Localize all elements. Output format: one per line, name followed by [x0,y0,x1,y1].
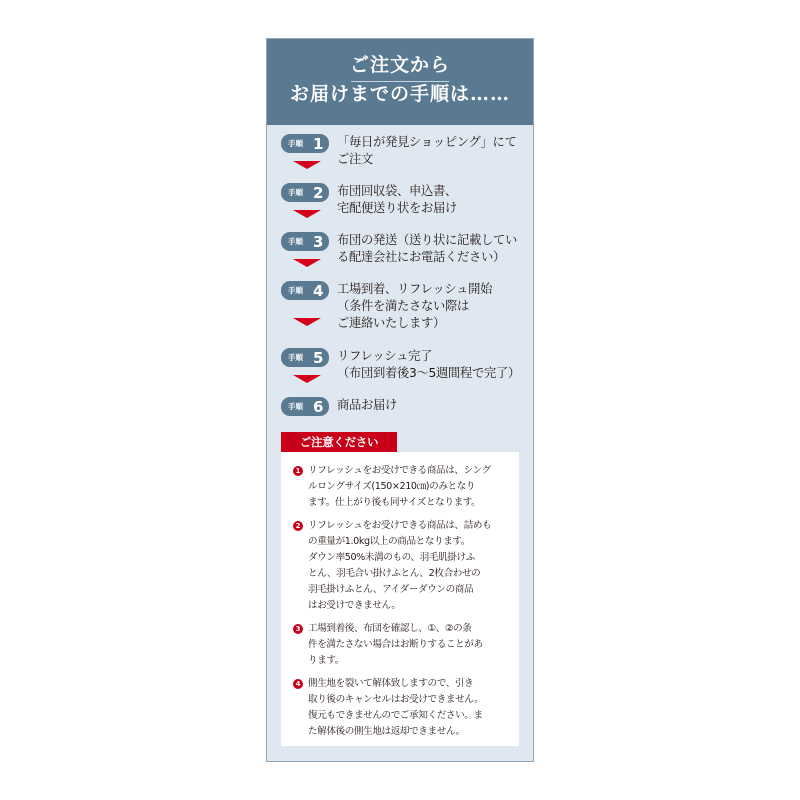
step-description-line: 布団回収袋、申込書、 [337,184,457,198]
step-description-line: 「毎日が発見ショッピング」にて [337,135,517,149]
notice-line: 工場到着後、布団を確認し、①、②の条 [308,623,472,634]
panel-header [267,39,533,125]
notice-line: 羽毛掛けふとん、アイダーダウンの商品 [308,584,474,595]
notice-item-2 [293,518,513,614]
notice-line: とん、羽毛合い掛けふとん、2枚合わせの [308,568,481,579]
down-arrow-icon [293,318,321,326]
step-badge [281,134,329,153]
number-circle-icon: 4 [293,679,303,689]
step-badge-number: 5 [313,348,324,367]
step-description-line: リフレッシュ完了 [337,349,433,363]
notice-line: 件を満たさない場合はお断りすることがあ [308,639,483,650]
notice-item-1 [293,463,513,511]
step-badge-number: 2 [313,183,324,202]
order-procedure-panel [266,38,534,762]
step-description-line: ご注文 [337,152,373,166]
notice-item-4 [293,676,513,740]
step-badge [281,281,329,300]
notice-line: ルロングサイズ(150×210㎝)のみとなり [308,481,476,492]
step-badge-number: 6 [313,397,324,416]
step-description [337,134,533,168]
step-description [337,397,533,414]
notice-line: リフレッシュをお受けできる商品は、詰めも [308,520,492,531]
step-description [337,281,533,332]
number-circle-icon: 1 [293,466,303,476]
notice-line: た解体後の側生地は返却できません。 [308,726,465,737]
step-description [337,232,533,266]
step-description-line: 布団の発送（送り状に記載してい [337,233,517,247]
notice-box [281,452,519,746]
header-title-line-2: お届けまでの手順は…… [289,83,510,105]
notice-line: リフレッシュをお受けできる商品は、シング [308,465,491,476]
header-title-line-1: ご注文から [349,54,450,76]
step-badge-label: 手順 [288,139,303,148]
step-badge-label: 手順 [288,402,303,411]
step-description-line: ご連絡いたします） [337,316,445,330]
step-description [337,348,533,382]
notice-line: ダウン率50%未満のもの、羽毛肌掛けふ [308,552,475,563]
step-badge-label: 手順 [288,353,303,362]
header-divider [351,81,449,82]
step-badge-number: 1 [313,134,324,153]
step-badge-label: 手順 [288,237,303,246]
step-badge-number: 3 [313,232,324,251]
notice-line: 復元もできませんのでご承知ください。ま [308,710,483,721]
step-description-line: 宅配便送り状をお届け [337,201,457,215]
down-arrow-icon [293,259,321,267]
notice-line: ます。仕上がり後も同サイズとなります。 [308,497,481,508]
notice-line: はお受けできません。 [308,600,401,611]
number-circle-icon: 3 [293,624,303,634]
notice-line: ります。 [308,655,345,666]
step-description-line: （条件を満たさない際は [337,299,469,313]
step-badge-label: 手順 [288,188,303,197]
step-badge-number: 4 [313,281,324,300]
notice-line: 側生地を裂いて解体致しますので、引き [308,678,474,689]
step-badge [281,183,329,202]
step-description-line: （布団到着後3〜5週間程で完了） [337,366,521,380]
notice-item-3 [293,621,513,669]
down-arrow-icon [293,210,321,218]
step-description-line: 工場到着、リフレッシュ開始 [337,282,493,296]
step-description-line: 商品お届け [337,398,397,412]
step-badge [281,232,329,251]
step-description-line: る配達会社にお電話ください） [337,250,505,264]
step-description [337,183,533,217]
notice-title: ご注意ください [281,432,397,452]
down-arrow-icon [293,161,321,169]
notice-line: の重量が1.0kg以上の商品となります。 [308,536,471,547]
down-arrow-icon [293,375,321,383]
step-badge [281,397,329,416]
number-circle-icon: 2 [293,521,303,531]
step-badge [281,348,329,367]
notice-line: 取り後のキャンセルはお受けできません。 [308,694,484,705]
step-badge-label: 手順 [288,286,303,295]
